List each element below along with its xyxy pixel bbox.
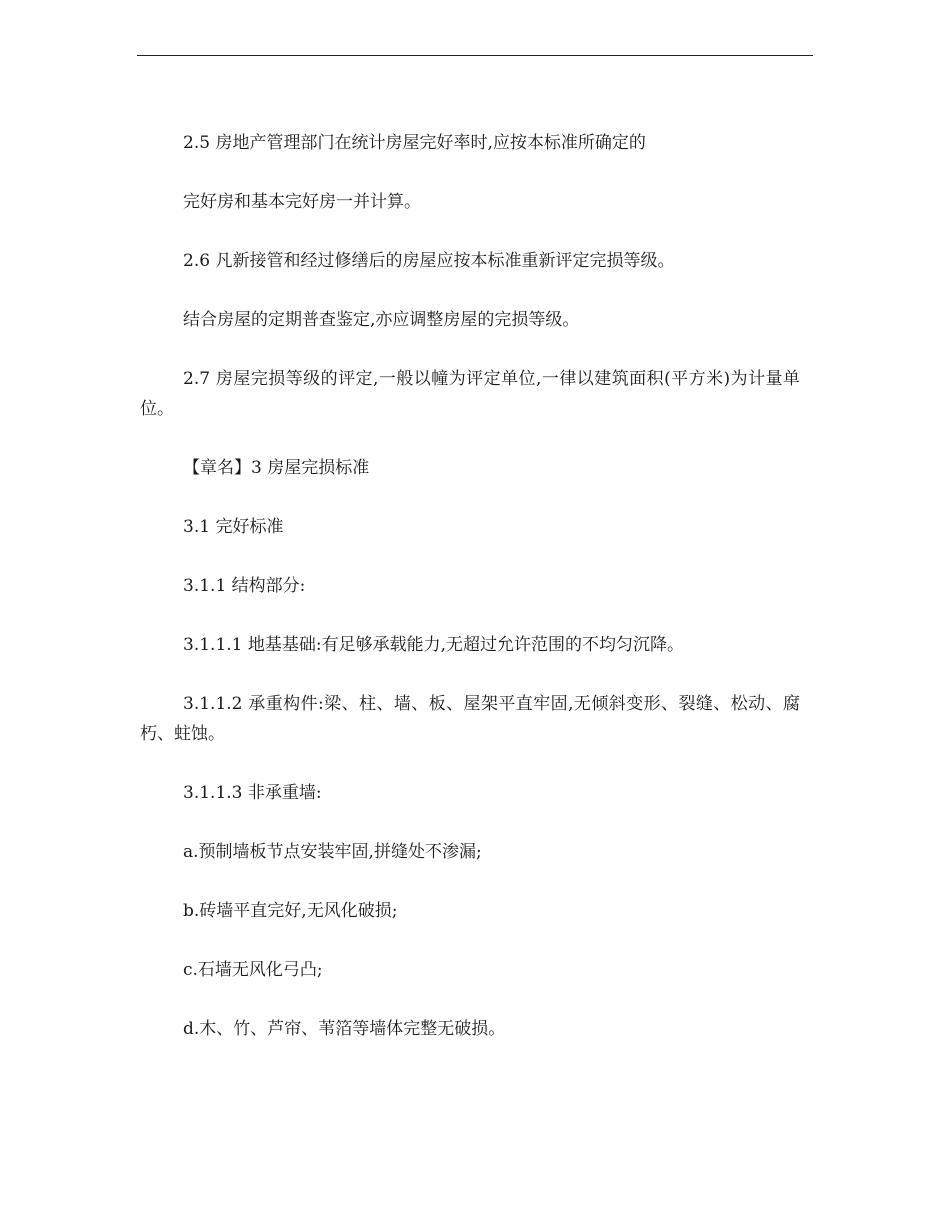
section-3-1-1: 3.1.1 结构部分: [183, 576, 306, 596]
chapter-heading: 【章名】3 房屋完损标准 [183, 458, 370, 478]
paragraph-2-6: 2.6 凡新接管和经过修缮后的房屋应按本标准重新评定完损等级。 [183, 251, 675, 271]
section-3-1: 3.1 完好标准 [183, 517, 284, 537]
document-body [140, 128, 800, 1073]
section-3-1-1-1: 3.1.1.1 地基基础:有足够承载能力,无超过允许范围的不均匀沉降。 [183, 635, 685, 655]
list-item-a: a.预制墙板节点安装牢固,拼缝处不渗漏; [183, 842, 482, 862]
header-rule [137, 55, 813, 56]
paragraph-2-5-continued: 完好房和基本完好房一并计算。 [183, 192, 421, 212]
paragraph-2-6-continued: 结合房屋的定期普查鉴定,亦应调整房屋的完损等级。 [183, 310, 580, 330]
paragraph-2-7: 2.7 房屋完损等级的评定,一般以幢为评定单位,一律以建筑面积(平方米)为计量单位。 [140, 369, 800, 419]
list-item-b: b.砖墙平直完好,无风化破损; [183, 901, 398, 921]
list-item-d: d.木、竹、芦帘、苇箔等墙体完整无破损。 [183, 1019, 506, 1039]
paragraph-2-5: 2.5 房地产管理部门在统计房屋完好率时,应按本标准所确定的 [183, 133, 646, 153]
section-3-1-1-2: 3.1.1.2 承重构件:梁、柱、墙、板、屋架平直牢固,无倾斜变形、裂缝、松动、腐朽、蛀蚀。 [140, 694, 800, 744]
section-3-1-1-3: 3.1.1.3 非承重墙: [183, 783, 322, 803]
list-item-c: c.石墙无风化弓凸; [183, 960, 323, 980]
